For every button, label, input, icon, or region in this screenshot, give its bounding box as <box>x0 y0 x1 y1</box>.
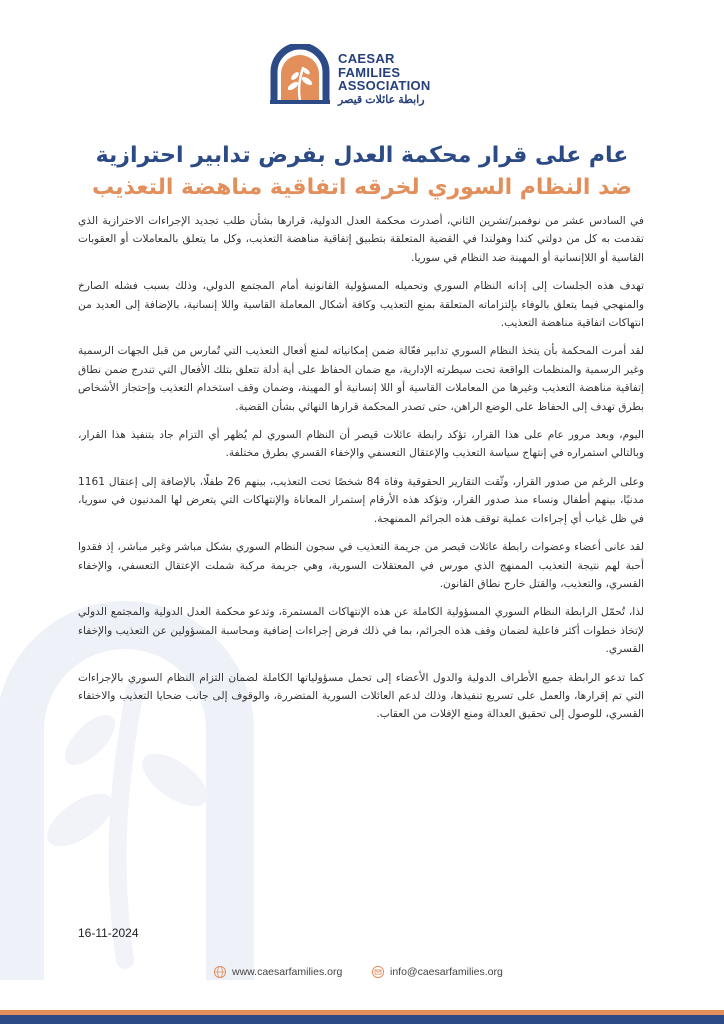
logo-line-caesar: CAESAR <box>338 51 395 66</box>
logo-line-families: FAMILIES <box>338 64 401 80</box>
band-orange <box>0 1010 724 1015</box>
globe-icon <box>214 966 226 978</box>
paragraph-6: لقد عانى أعضاء وعضوات رابطة عائلات قيصر من جريمة التعذيب في سجون النظام السوري بشكل مباشر وغير مباشر، إذ فقدوا أحبة لهم نتيجة التعذيب الممنهج الذي مورس في المعتقلات السورية، وهي جريمة مركبة شملت الإعتقال التعسفي، والإخفاء القسري، والتعذيب، والقتل خارج نطاق القانون. <box>78 541 644 590</box>
bottom-color-band <box>0 1010 724 1024</box>
paragraph-1: في السادس عشر من نوفمبر/تشرين الثاني، أصدرت محكمة العدل الدولية، قرارها بشأن طلب تجديد الإجراءات الاحترازية الذي تقدمت به كل من دولتي كندا وهولندا في القضية المتعلقة بتطبيق إتفاقية مناهضة التعذيب، وكل ما يتعلق بالمعاملات أو العقوبات القاسية أو اللاإنسانية أو المهينة ضد النظام في سوريا. <box>78 215 644 264</box>
website-link[interactable] <box>214 966 342 978</box>
envelope-icon <box>372 966 384 978</box>
page-title: عام على قرار محكمة العدل بفرض تدابير احترازية <box>95 143 629 168</box>
email-link[interactable] <box>372 966 503 978</box>
paragraph-7: لذا، تُحمّل الرابطة النظام السوري المسؤولية الكاملة عن هذه الإنتهاكات المستمرة، وتدعو محكمة العدل الدولية والمجتمع الدولي لإتخاذ خطوات أكثر فاعلية لضمان وقف هذه الجرائم، بما في ذلك فرض إجراءات إضافية ومحاسبة المسؤولين عن التعذيب والإخفاء القسري. <box>78 606 644 656</box>
paragraph-2: تهدف هذه الجلسات إلى إدانه النظام السوري وتحميله المسؤولية القانونية أمام المجتمع الدولي، وذلك بسبب فشله الصارخ والمنهجي فيما يتعلق بالوفاء بإلتزاماته المتعلقة بمنع التعذيب وكافة أشكال المعاملة القاسية واللا إنسانية، بالإضافة إلى العديد من انتهاكات اتفاقية مناهضة التعذيب. <box>78 280 644 330</box>
logo-wordmark <box>338 52 431 108</box>
website-text: www.caesarfamilies.org <box>232 966 343 978</box>
paragraph-5: وعلى الرغم من صدور القرار، وثّقت التقارير الحقوقية وفاة 84 شخصًا تحت التعذيب، بينهم 26 طفلًا، بالإضافة إلى إعتقال 1161 مدنيًا، بينهم أطفال ونساء منذ صدور القرار، وتؤكد هذه الأرقام إستمرار المعاناة والإنتهاكات التي يتعرض لها المدنيون في سوريا، في ظل غياب أي إجراءات عملية توقف هذه الجرائم الممنهجة. <box>78 475 644 525</box>
paragraph-8: كما تدعو الرابطة جميع الأطراف الدولية والدول الأعضاء إلى تحمل مسؤولياتها الكاملة لضمان التزام النظام السوري بالإجراءات التي تم إقرارها، والعمل على تسريع تنفيذها، وذلك لدعم العائلات السورية المتضررة، والوقوف إلى جانب ضحايا التعذيب والاختفاء القسري، للوصول إلى تحقيق العدالة ومنع الإفلات من العقاب. <box>78 671 644 721</box>
page-subtitle: ضد النظام السوري لخرقه اتفاقية مناهضة التعذيب <box>91 175 633 200</box>
statement-date: 16-11-2024 <box>78 926 139 940</box>
paragraph-3: لقد أمرت المحكمة بأن يتخذ النظام السوري تدابير فعّالة ضمن إمكانياته لمنع أفعال التعذيب التي تُمارس من قبل الجهات الرسمية وغير الرسمية والمنظمات الواقعة تحت سيطرته الإدارية، مع ضمان الحفاظ على أية أدلة تتعلق بتلك الأفعال التي تندرج ضمن نطاق إتفاقية مناهضة التعذيب وغيرها من المعاملات القاسية أو اللا إنسانية أو المهينة، وضمان وقف استخدام التعذيب وإحتجاز الأشخاص بطرق تهدف إلى الحفاظ على الوضع الراهن، حتى تصدر المحكمة قرارها النهائي بشأن القضية. <box>78 345 644 413</box>
caesar-families-logo <box>266 44 466 106</box>
logo-line-association: ASSOCIATION <box>338 78 431 93</box>
email-text: info@caesarfamilies.org <box>390 966 503 978</box>
olive-branch-arch-logo-icon <box>266 44 334 106</box>
paragraph-4: اليوم، وبعد مرور عام على هذا القرار، تؤكد رابطة عائلات قيصر أن النظام السوري لم يُظهر أي التزام جاد بتنفيذ هذا القرار، وبالتالي استمراره في إنتهاج سياسة التعذيب والإعتقال التعسفي والإخفاء القسري بطرق مختلفة. <box>78 429 644 460</box>
logo-arabic-name: رابطة عائلات قيصر <box>338 93 425 106</box>
footer <box>0 966 724 986</box>
statement-body <box>78 212 644 734</box>
